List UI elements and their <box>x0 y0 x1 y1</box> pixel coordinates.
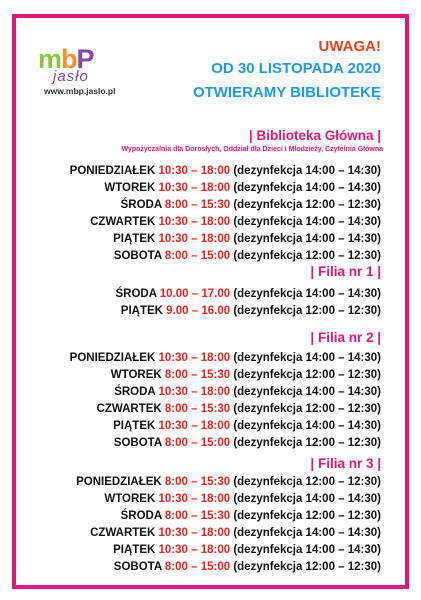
schedule-row <box>121 303 381 319</box>
schedule-row <box>113 418 381 434</box>
hours: 10:30 – 18:00 <box>158 386 231 398</box>
schedule-row <box>121 508 381 524</box>
day-label: WTOREK <box>104 493 156 505</box>
day-label: ŚRODA <box>115 288 157 300</box>
schedule-row <box>121 197 381 213</box>
schedule-row <box>114 559 381 575</box>
section-title-branch-1: | Filia nr 1 | <box>310 264 381 279</box>
day-label: SOBOTA <box>113 561 162 573</box>
schedule-row <box>76 474 381 490</box>
day-label: PIĄTEK <box>120 305 163 317</box>
disinfection: (dezynfekcja 14:00 – 14:30) <box>233 493 381 505</box>
disinfection: (dezynfekcja 14:00 – 14:30) <box>233 386 381 398</box>
hours: 10:30 – 18:00 <box>158 493 231 505</box>
day-label: CZWARTEK <box>90 527 156 539</box>
day-label: CZWARTEK <box>90 216 156 228</box>
logo-mark: mbP <box>38 44 94 74</box>
hours: 10.00 – 17.00 <box>159 288 231 300</box>
disinfection: (dezynfekcja 14:00 – 14:30) <box>233 165 381 177</box>
section-subtitle-main-library: Wypożyczalnia dla Dorosłych, Oddział dla Dzieci i Młodzieży, Czytelnia Główna <box>121 146 383 153</box>
disinfection: (dezynfekcja 14:00 – 14:30) <box>233 233 381 245</box>
day-label: WTOREK <box>110 369 162 381</box>
hours: 10:30 – 18:00 <box>158 352 231 364</box>
day-label: ŚRODA <box>120 510 162 522</box>
day-label: WTOREK <box>104 182 156 194</box>
hours: 8:00 – 15:30 <box>164 510 231 522</box>
hours: 8:00 – 15:00 <box>164 250 231 262</box>
disinfection: (dezynfekcja 12:00 – 12:30) <box>233 403 381 415</box>
hours: 8:00 – 15:30 <box>164 476 231 488</box>
schedule-row <box>114 384 381 400</box>
disinfection: (dezynfekcja 12:00 – 12:30) <box>233 510 381 522</box>
hours: 10:30 – 18:00 <box>158 544 231 556</box>
day-label: CZWARTEK <box>96 403 162 415</box>
hours: 10:30 – 18:00 <box>158 182 231 194</box>
disinfection: (dezynfekcja 12:00 – 12:30) <box>233 437 381 449</box>
schedule-row <box>70 163 381 179</box>
disinfection: (dezynfekcja 12:00 – 12:30) <box>233 369 381 381</box>
day-label: PONIEDZIAŁEK <box>76 476 162 488</box>
schedule-row <box>114 248 381 264</box>
hours: 8:00 – 15:00 <box>164 561 231 573</box>
hours: 8:00 – 15:30 <box>164 199 231 211</box>
day-label: PONIEDZIAŁEK <box>69 352 156 364</box>
disinfection: (dezynfekcja 14:00 – 14:30) <box>233 182 381 194</box>
schedule-row <box>115 286 381 302</box>
day-label: ŚRODA <box>114 386 156 398</box>
disinfection: (dezynfekcja 12:00 – 12:30) <box>233 305 381 317</box>
schedule-row <box>70 350 381 366</box>
logo-subtitle: jasło <box>53 68 89 85</box>
day-label: ŚRODA <box>120 199 162 211</box>
hours: 9.00 – 16.00 <box>166 305 231 317</box>
hours: 10:30 – 18:00 <box>158 233 231 245</box>
day-label: PONIEDZIAŁEK <box>69 165 156 177</box>
schedule-row <box>90 214 381 230</box>
disinfection: (dezynfekcja 14:00 – 14:30) <box>233 420 381 432</box>
schedule-row <box>111 367 381 383</box>
schedule-row <box>113 542 381 558</box>
schedule-row <box>104 491 381 507</box>
schedule-row <box>97 401 381 417</box>
disinfection: (dezynfekcja 14:00 – 14:30) <box>233 544 381 556</box>
day-label: PIĄTEK <box>113 544 156 556</box>
disinfection: (dezynfekcja 14:00 – 14:30) <box>233 288 381 300</box>
disinfection: (dezynfekcja 14:00 – 14:30) <box>233 352 381 364</box>
disinfection: (dezynfekcja 14:00 – 14:30) <box>233 216 381 228</box>
day-label: PIĄTEK <box>113 233 156 245</box>
announcement <box>193 37 381 105</box>
section-title-branch-2: | Filia nr 2 | <box>310 330 381 345</box>
hours: 10:30 – 18:00 <box>158 420 231 432</box>
disinfection: (dezynfekcja 12:00 – 12:30) <box>233 250 381 262</box>
schedule-row <box>90 525 381 541</box>
hours: 10:30 – 18:00 <box>158 527 231 539</box>
schedule-row <box>104 180 381 196</box>
hours: 8:00 – 15:00 <box>164 437 231 449</box>
disinfection: (dezynfekcja 12:00 – 12:30) <box>233 476 381 488</box>
section-title-branch-3: | Filia nr 3 | <box>310 456 381 471</box>
website-url[interactable]: www.mbp.jaslo.pl <box>44 86 116 96</box>
section-title-main-library: | Biblioteka Główna | <box>248 128 381 143</box>
disinfection: (dezynfekcja 12:00 – 12:30) <box>233 199 381 211</box>
day-label: PIĄTEK <box>113 420 156 432</box>
schedule-row <box>114 435 381 451</box>
disinfection: (dezynfekcja 14:00 – 14:30) <box>233 527 381 539</box>
schedule-row <box>113 231 381 247</box>
announcement-date: OD 30 LISTOPADA 2020 <box>211 60 381 77</box>
hours: 8:00 – 15:30 <box>164 369 231 381</box>
disinfection: (dezynfekcja 12:00 – 12:30) <box>233 561 381 573</box>
hours: 10:30 – 18:00 <box>158 216 231 228</box>
day-label: SOBOTA <box>113 250 162 262</box>
announcement-warning: UWAGA! <box>318 38 381 55</box>
day-label: SOBOTA <box>113 437 162 449</box>
hours: 10:30 – 18:00 <box>158 165 231 177</box>
announcement-message: OTWIERAMY BIBLIOTEKĘ <box>192 84 381 101</box>
hours: 8:00 – 15:30 <box>164 403 231 415</box>
